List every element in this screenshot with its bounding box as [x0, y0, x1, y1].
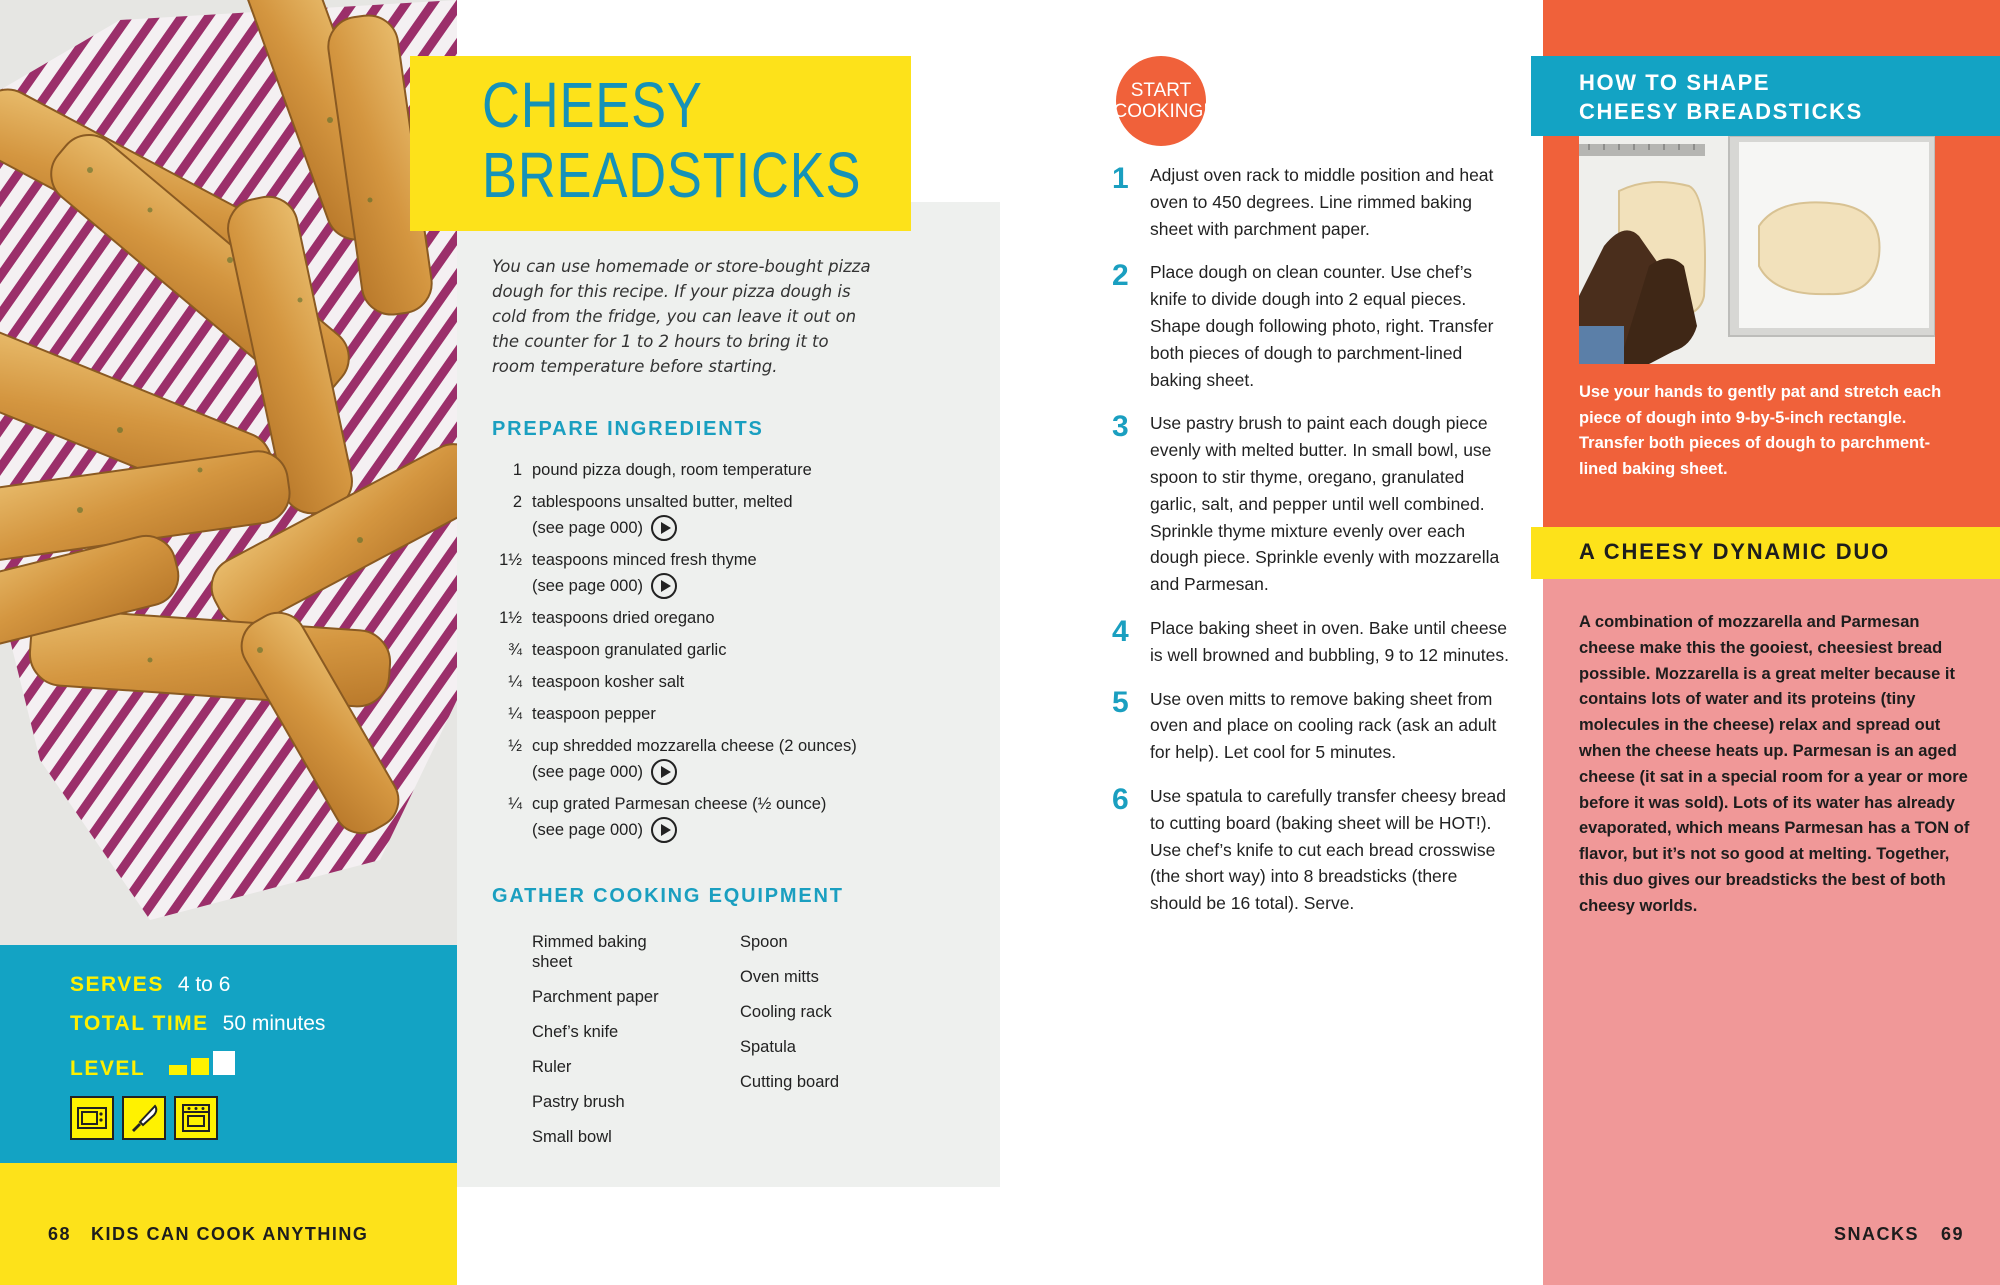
step-list: [1112, 162, 1512, 934]
serves-value: 4 to 6: [177, 973, 231, 996]
ingredient-list: [492, 458, 912, 850]
ingredient-text-block: [532, 606, 912, 631]
shape-heading-bar: [1531, 56, 2000, 136]
step-text: Use oven mitts to remove baking sheet from oven and place on cooling rack (ask an adult for help). Let cool for 5 minutes.: [1150, 688, 1497, 763]
play-icon: [651, 817, 677, 843]
step-number: 6: [1112, 782, 1129, 816]
shape-heading-line-1: HOW TO SHAPE: [1579, 70, 1771, 95]
shaping-dough-photo: [1579, 136, 1935, 364]
level-bar: [191, 1058, 209, 1075]
ingredient-text-block: [532, 638, 912, 663]
ingredient-item: [492, 490, 912, 541]
ingredient-text: pound pizza dough, room temperature: [532, 461, 812, 479]
equipment-item: Parchment paper: [532, 988, 659, 1006]
step-number: 2: [1112, 259, 1129, 293]
shape-heading: [1579, 68, 2000, 126]
ingredient-item: [492, 458, 912, 483]
knife-icon: [122, 1096, 166, 1140]
ingredient-text-block: [532, 734, 912, 785]
play-icon: [651, 515, 677, 541]
microwave-icon: [70, 1096, 114, 1140]
see-page-text: (see page 000): [532, 762, 643, 781]
right-running-title: SNACKS: [1834, 1224, 1920, 1244]
ingredient-text-block: [532, 702, 912, 727]
equipment-item: Spoon: [740, 933, 788, 951]
title-block: [410, 56, 911, 231]
badge-line-2: COOKING!: [1113, 101, 1209, 122]
ingredient-text: teaspoon pepper: [532, 705, 656, 723]
ingredient-qty: 2: [512, 493, 522, 511]
equipment-item: Pastry brush: [532, 1093, 625, 1111]
ingredient-text: teaspoon kosher salt: [532, 673, 685, 691]
ingredient-text-block: [532, 670, 912, 695]
left-running-title: KIDS CAN COOK ANYTHING: [91, 1224, 369, 1244]
equipment-column-1: [532, 932, 712, 1162]
title-line-1: CHEESY: [482, 69, 703, 141]
cheesy-duo-heading-bar: [1531, 527, 2000, 579]
footer-right: [1834, 1224, 1964, 1245]
recipe-title: [482, 69, 862, 211]
step-number: 3: [1112, 410, 1129, 444]
ingredient-item: [492, 792, 912, 843]
ingredient-item: [492, 638, 912, 663]
step-number: 5: [1112, 685, 1129, 719]
play-icon: [651, 573, 677, 599]
serves-label: SERVES: [70, 973, 164, 996]
see-page-text: (see page 000): [532, 518, 643, 537]
equipment-item: Ruler: [532, 1058, 572, 1076]
equipment-item: Rimmed baking sheet: [532, 933, 647, 971]
step-item: [1112, 783, 1512, 917]
equipment-item: Chef’s knife: [532, 1023, 619, 1041]
ingredient-qty: ¾: [508, 641, 522, 659]
ingredient-item: [492, 606, 912, 631]
ingredient-text: teaspoons dried oregano: [532, 609, 715, 627]
level-row: [70, 1051, 457, 1090]
ingredient-item: [492, 670, 912, 695]
ingredient-qty: ¼: [508, 705, 522, 723]
ingredient-item: [492, 734, 912, 785]
step-item: [1112, 615, 1512, 669]
equipment-item: Oven mitts: [740, 968, 819, 986]
ingredient-text: tablespoons unsalted butter, melted: [532, 493, 793, 511]
serves-row: [70, 973, 457, 1012]
tool-icon-row: [70, 1096, 457, 1140]
equipment-item: Cutting board: [740, 1073, 840, 1091]
ingredient-text: teaspoon granulated garlic: [532, 641, 727, 659]
level-label: LEVEL: [70, 1057, 146, 1080]
step-item: [1112, 162, 1512, 242]
step-text: Place dough on clean counter. Use chef’s knife to divide dough into 2 equal pieces. Shape dough following photo, right. Transfer both pieces of dough to parchment-lined baking sheet.: [1150, 262, 1494, 390]
badge-line-1: START: [1130, 80, 1192, 101]
equipment-item: Spatula: [740, 1038, 796, 1056]
cheesy-duo-heading: A CHEESY DYNAMIC DUO: [1579, 539, 1891, 564]
recipe-info-box: [0, 945, 457, 1163]
step-item: [1112, 686, 1512, 766]
title-line-2: BREADSTICKS: [482, 139, 862, 211]
level-bar: [213, 1051, 235, 1075]
recipe-intro: You can use homemade or store-bought pizza dough for this recipe. If your pizza dough is cold from the fridge, you can leave it out on the counter for 1 to 2 hours to bring it to room temperature before starting.: [492, 257, 871, 376]
ingredient-item: [492, 548, 912, 599]
oven-icon: [174, 1096, 218, 1140]
equipment-item: Cooling rack: [740, 1003, 832, 1021]
ingredient-item: [492, 702, 912, 727]
step-text: Adjust oven rack to middle position and heat oven to 450 degrees. Line rimmed baking sheet with parchment paper.: [1150, 165, 1494, 239]
total-time-label: TOTAL TIME: [70, 1012, 209, 1035]
total-time-value: 50 minutes: [222, 1012, 326, 1035]
ingredient-text: cup grated Parmesan cheese (½ ounce): [532, 795, 827, 813]
ingredient-text-block: [532, 792, 912, 843]
step-text: Use spatula to carefully transfer cheesy bread to cutting board (baking sheet will be HOT!). Use chef’s knife to cut each bread crosswise (the short way) into 8 breadsticks (there should be 16 total). Serve.: [1150, 785, 1507, 914]
play-icon: [651, 759, 677, 785]
step-item: [1112, 410, 1512, 598]
step-number: 1: [1112, 162, 1129, 195]
step-text: Place baking sheet in oven. Bake until cheese is well browned and bubbling, 9 to 12 minutes.: [1150, 617, 1509, 665]
level-bar: [169, 1065, 187, 1075]
ingredient-see-page: [532, 573, 912, 599]
equipment-heading: GATHER COOKING EQUIPMENT: [492, 885, 844, 907]
ingredient-qty: ¼: [508, 795, 522, 813]
prepare-ingredients-heading: PREPARE INGREDIENTS: [492, 418, 764, 440]
ingredient-qty: ½: [508, 737, 522, 755]
ingredient-see-page: [532, 759, 912, 785]
start-cooking-badge: [1113, 56, 1209, 146]
step-number: 4: [1112, 614, 1129, 648]
right-page-number: 69: [1941, 1224, 1965, 1244]
ingredient-qty: 1½: [499, 551, 522, 569]
ingredient-see-page: [532, 515, 912, 541]
ingredient-text: cup shredded mozzarella cheese (2 ounces): [532, 737, 857, 755]
ingredient-text: teaspoons minced fresh thyme: [532, 551, 757, 569]
ingredient-text-block: [532, 490, 912, 541]
ingredient-see-page: [532, 817, 912, 843]
step-item: [1112, 259, 1512, 393]
breadsticks-photo: [0, 0, 457, 945]
cheesy-duo-text: A combination of mozzarella and Parmesan cheese make this the gooiest, cheesiest bread possible. Mozzarella is a great melter because it contains lots of water and its proteins (tiny molecules in the cheese) relax and spread out when the cheese heats up. Parmesan is an aged cheese (it sat in a special room for a year or more before it was sold). Lots of its water has already evaporated, which means Parmesan has a TON of flavor, but it’s not so good at melting. Together, this duo gives our breadsticks the best of both cheesy worlds.: [1579, 613, 1970, 915]
equipment-item: Small bowl: [532, 1128, 612, 1146]
ingredient-text-block: [532, 458, 912, 483]
see-page-text: (see page 000): [532, 820, 643, 839]
level-indicator: [169, 1051, 235, 1075]
left-page-number: 68: [48, 1224, 72, 1244]
step-text: Use pastry brush to paint each dough piece evenly with melted butter. In small bowl, use spoon to stir thyme, oregano, granulated garlic, salt, and pepper until well combined. Sprinkle thyme mixture evenly over each dough piece. Sprinkle evenly with mozzarella and Parmesan.: [1150, 413, 1500, 595]
ingredient-text-block: [532, 548, 912, 599]
ingredient-qty: ¼: [508, 673, 522, 691]
ingredient-qty: 1½: [499, 609, 522, 627]
shape-caption: Use your hands to gently pat and stretch each piece of dough into 9-by-5-inch rectangle. Transfer both pieces of dough to parchment-lined baking sheet.: [1579, 383, 1942, 478]
ingredient-qty: 1: [512, 461, 522, 479]
total-time-row: [70, 1012, 457, 1051]
footer-left: [48, 1224, 368, 1245]
shape-heading-line-2: CHEESY BREADSTICKS: [1579, 99, 1863, 124]
see-page-text: (see page 000): [532, 576, 643, 595]
equipment-column-2: [740, 932, 920, 1107]
